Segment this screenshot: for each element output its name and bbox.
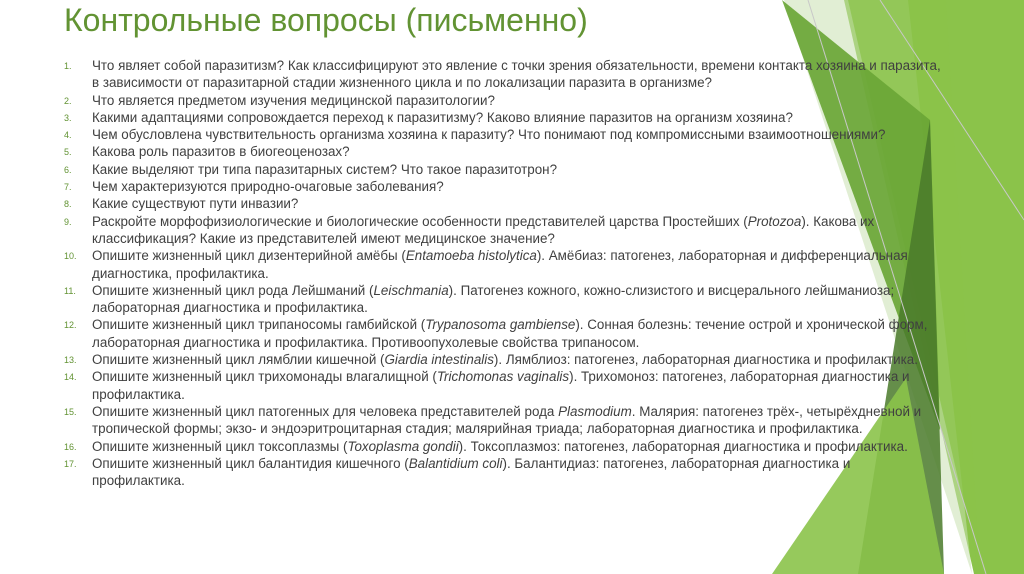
question-text <box>92 404 921 436</box>
question-number: 14. <box>64 372 77 383</box>
question-text-segment: Опишите жизненный цикл рода Лейшманий ( <box>92 282 374 298</box>
question-number: 15. <box>64 406 77 417</box>
latin-species-name: Trypanosoma gambiense <box>425 317 576 333</box>
question-item <box>64 247 944 282</box>
question-number: 3. <box>64 112 72 123</box>
question-number: 5. <box>64 147 72 158</box>
slide-title: Контрольные вопросы (письменно) <box>64 2 588 38</box>
question-text-segment: ). Патогенез кожного, кожно-слизистого и висцерального лейшманиоза; лабораторная диагностика и профилактика. <box>92 282 895 316</box>
latin-species-name: Protozoa <box>747 213 802 229</box>
question-text-segment: Какие существуют пути инвазии? <box>92 196 299 212</box>
latin-species-name: Balantidium coli <box>408 455 503 471</box>
question-text <box>92 283 894 315</box>
question-item <box>64 316 944 351</box>
question-text-segment: Раскройте морфофизиологические и биологические особенности представителей царства Простейших ( <box>92 213 748 229</box>
question-item <box>64 109 944 126</box>
question-text <box>92 144 350 159</box>
question-text-segment: Опишите жизненный цикл дизентерийной амёбы ( <box>92 248 406 264</box>
question-list <box>64 57 944 489</box>
question-text <box>92 369 910 401</box>
question-number: 7. <box>64 182 72 193</box>
question-text-segment: ). Токсоплазмоз: патогенез, лабораторная диагностика и профилактика. <box>458 438 908 454</box>
question-text <box>92 317 927 349</box>
question-text-segment: Опишите жизненный цикл трихомонады влагалищной ( <box>92 369 437 385</box>
question-text-segment: ). Какова их классификация? Какие из представителей имеют медицинское значение? <box>92 213 875 246</box>
question-item <box>64 351 944 368</box>
question-text-segment: ). Сонная болезнь: течение острой и хронической форм, лабораторная диагностика и профилактика. Противоопухолевые свойства трипаносом. <box>92 317 928 350</box>
question-number: 6. <box>64 164 72 175</box>
question-text <box>92 439 908 454</box>
question-number: 9. <box>64 216 72 227</box>
question-item <box>64 161 944 178</box>
question-item <box>64 455 944 490</box>
question-item <box>64 368 944 403</box>
question-item <box>64 57 944 92</box>
question-item <box>64 282 944 317</box>
question-number: 10. <box>64 251 77 262</box>
question-number: 8. <box>64 199 72 210</box>
question-item <box>64 143 944 160</box>
question-number: 17. <box>64 458 77 469</box>
question-text-segment: ). Трихомоноз: патогенез, лабораторная диагностика и профилактика. <box>92 369 910 402</box>
question-text <box>92 214 874 246</box>
question-text-segment: Чем характеризуются природно-очаговые заболевания? <box>92 179 444 195</box>
question-text <box>92 93 495 108</box>
question-number: 2. <box>64 95 72 106</box>
question-text <box>92 127 885 142</box>
latin-species-name: Entamoeba histolytica <box>405 248 537 264</box>
question-text <box>92 58 941 90</box>
question-text-segment: ). Балантидиаз: патогенез, лабораторная диагностика и профилактика. <box>92 455 851 489</box>
question-text <box>92 110 793 125</box>
question-number: 4. <box>64 130 72 141</box>
question-text <box>92 179 444 194</box>
latin-species-name: Plasmodium <box>558 403 632 419</box>
question-text-segment: ). Амёбиаз: патогенез, лабораторная и дифференциальная диагностика, профилактика. <box>92 248 908 281</box>
question-item <box>64 195 944 212</box>
question-text-segment: Опишите жизненный цикл лямблии кишечной ( <box>92 352 385 368</box>
question-item <box>64 403 944 438</box>
question-item <box>64 438 944 455</box>
question-text-segment: . Малярия: патогенез трёх-, четырёхдневной и тропической формы; экзо- и эндоэритроцитарная стадия; малярийная триада; лабораторная диагностика и профилактика. <box>92 403 922 437</box>
question-item <box>64 92 944 109</box>
question-item <box>64 213 944 248</box>
question-text-segment: Какова роль паразитов в биогеоценозах? <box>92 144 350 160</box>
question-text-segment: ). Лямблиоз: патогенез, лабораторная диагностика и профилактика. <box>493 352 918 368</box>
question-number: 11. <box>64 285 76 296</box>
latin-species-name: Trichomonas vaginalis <box>436 369 570 385</box>
question-text-segment: Какими адаптациями сопровождается переход к паразитизму? Каково влияние паразитов на организм хозяина? <box>92 109 793 125</box>
question-text <box>92 248 908 280</box>
question-item <box>64 178 944 195</box>
question-text-segment: Что являет собой паразитизм? Как классифицируют это явление с точки зрения обязательности, времени контакта хозяина и паразита, в зависимости от паразитарной стадии жизненного цикла и по локализации паразита в организме? <box>92 58 941 91</box>
question-text <box>92 456 850 488</box>
question-text-segment: Опишите жизненный цикл балантидия кишечного ( <box>92 455 409 471</box>
latin-species-name: Toxoplasma gondii <box>347 438 459 454</box>
question-text-segment: Опишите жизненный цикл трипаносомы гамбийской ( <box>92 317 426 333</box>
latin-species-name: Leischmania <box>373 282 449 298</box>
question-number: 1. <box>64 61 72 71</box>
question-item <box>64 126 944 143</box>
question-text-segment: Чем обусловлена чувствительность организма хозяина к паразиту? Что понимают под компромиссными взаимоотношениями? <box>92 127 886 143</box>
question-text-segment: Опишите жизненный цикл патогенных для человека представителей рода <box>92 403 559 419</box>
question-text-segment: Опишите жизненный цикл токсоплазмы ( <box>92 438 348 454</box>
question-text-segment: Какие выделяют три типа паразитарных систем? Что такое паразитотрон? <box>92 161 558 177</box>
question-text-segment: Что является предметом изучения медицинской паразитологии? <box>92 92 495 108</box>
question-text <box>92 162 557 177</box>
question-number: 16. <box>64 441 77 452</box>
question-number: 12. <box>64 320 77 331</box>
latin-species-name: Giardia intestinalis <box>384 352 494 368</box>
question-text <box>92 352 918 367</box>
question-number: 13. <box>64 355 77 366</box>
question-text <box>92 196 298 211</box>
